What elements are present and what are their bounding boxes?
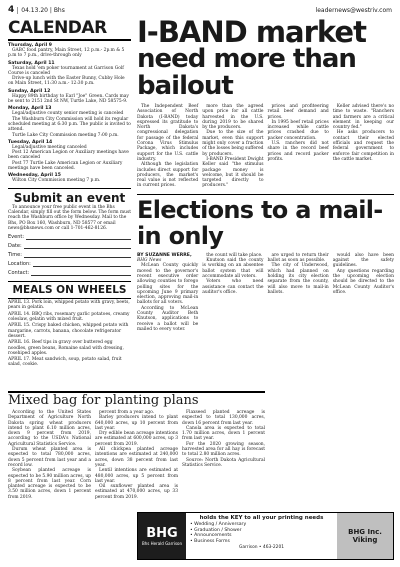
- form-line[interactable]: [33, 261, 131, 267]
- form-label: Event:: [8, 234, 25, 241]
- meal-item: APRIL 15. Crispy baked chicken, whipped potato with margarine, carrots, banana, chocolate refrigerator dessert.: [8, 323, 129, 339]
- paragraph: For the 2020 growing season, harvested area for all hay is forecast to total 2.80 million acres.: [182, 441, 265, 458]
- form-row-event[interactable]: [8, 234, 131, 240]
- calendar-list: [8, 43, 131, 184]
- article-column: [268, 253, 329, 332]
- form-label: Contact:: [8, 270, 30, 277]
- calendar-day: Monday, April 13: [8, 106, 52, 112]
- article-column: [202, 104, 263, 189]
- form-row-location[interactable]: [8, 261, 131, 267]
- paragraph: prices and profiteering retail beef demand and prices.: [267, 104, 329, 120]
- paragraph: I-BAND President Dwight Keller said "the stimulus package money is welcome, but it should be targeted directly to producers.": [202, 156, 264, 189]
- calendar-event: The Washburn City Commission will hold its regular scheduled meeting at 6:30 p.m. The public is invited to attend.: [8, 116, 131, 133]
- article-column: [95, 410, 178, 500]
- form-row-contact[interactable]: [8, 270, 131, 276]
- byline-outlet: BHG News: [137, 258, 162, 264]
- ad-service-item: • Wedding / Anniversary: [190, 522, 247, 527]
- paragraph: McLean County quickly moved to the governor's recent executive order allowing counties to forego polling sites for the upcoming June 9 primary election, approving mail-in ballots for all voters.: [137, 263, 199, 306]
- submit-event-box: [8, 188, 131, 276]
- calendar-title: CALENDAR: [8, 18, 131, 41]
- form-label: Time:: [8, 252, 22, 259]
- article-column: [182, 410, 265, 500]
- calendar-day: Saturday, April 11: [8, 60, 55, 66]
- mixed-bag-columns: [8, 410, 265, 500]
- calendar-day: Thursday, April 9: [8, 43, 52, 48]
- meal-item: APRIL 17. Meat sandwich, soup, potato salad, fruit salad, cookie.: [8, 357, 122, 368]
- paragraph: Dry edible bean acreage intentions are estimated at 600,000 acres, up 3 percent from 2019.: [95, 431, 178, 447]
- page-number: 4: [8, 5, 15, 15]
- ad-service-item: • Business Forms: [190, 538, 230, 544]
- calendar-event: Post 77 Turtle Lake American Legion or Auxiliary meetings have been canceled.: [8, 160, 123, 172]
- form-row-time[interactable]: [8, 252, 131, 258]
- calendar-event: Legal/adjustive county senior meeting is canceled: [12, 111, 124, 117]
- form-line[interactable]: [31, 270, 131, 276]
- paragraph: Keller advised there's no time to waste. "Ranchers and farmers are a critical element in keeping our country fed.": [332, 104, 394, 131]
- paragraph: are urged to return their ballot as soon as possible.: [267, 252, 329, 264]
- mixed-bag-article: [8, 385, 265, 500]
- paragraph: The city of Underwood, which had planned on holding its city election separate from the county, will also move to mail-in ballots.: [267, 263, 329, 295]
- article-column: [333, 104, 394, 189]
- lead-subheadline: need more than bailout: [137, 44, 356, 101]
- paragraph: Flaxseed planted acreage is expected to total 130,000 acres, down 16 percent from last year.: [182, 410, 265, 426]
- paragraph: the count will take place.: [206, 252, 263, 258]
- logo-subtext: Bhs Herald Garrison: [141, 541, 183, 546]
- article-column: [8, 410, 91, 500]
- logo-text: BHG: [146, 526, 178, 541]
- paragraph: percent from a year ago.: [99, 410, 155, 415]
- site-url[interactable]: leadernews@westriv.com: [315, 6, 392, 14]
- paragraph: would also have been against the safety guidelines.: [332, 252, 394, 269]
- ad-services-list: [190, 522, 333, 544]
- calendar-event: GABC food pantry, Main Street, 12 p.m.- 2p.m & 5 p.m to 7 p.m., drive-through only: [8, 48, 125, 59]
- ad-address: Garrison • 463-2201: [238, 545, 285, 551]
- article-column: [333, 253, 394, 332]
- ad-body: [186, 513, 337, 559]
- meals-title: MEALS ON WHEELS: [8, 281, 131, 299]
- calendar-event: Texas hold 'em poker tournament at Garrison Golf Course is canceled: [8, 65, 124, 76]
- paragraph: more than the agreed upon price for all cattle harvested in the U.S. during 2019 to be shared by the producers.: [202, 104, 264, 131]
- calendar-event: Drive-up lunch with the Easter Bunny, Cubby Hole on Main Street, 11:30 a.m.- 12:30 p.m.: [8, 76, 125, 87]
- calendar-event: Post 12 American Legion or Auxiliary meetings have been canceled: [8, 150, 129, 161]
- election-article-columns: [137, 253, 394, 332]
- left-column: [8, 18, 131, 368]
- paragraph: He asks producers to contact their elected officials and request the federal government to enforce fair competition in the cattle market.: [332, 130, 394, 162]
- form-line[interactable]: [24, 252, 131, 258]
- lead-headline: I-BAND market: [137, 15, 366, 49]
- form-label: Location:: [8, 261, 31, 268]
- issue-date: 04.13.20 | Bhs: [17, 7, 65, 14]
- submit-event-instructions: To announce your free public event in the Bhs Calendar, simply fill out the form below. The form must reach the Washburn office by Wednesday. Mail to the Bhs, PO Box 160, Washburn, ND 58577 or email news@bhsnews.com or call 1-701-462-8126.: [8, 204, 131, 231]
- paragraph: All chickpea planted acreage intentions are estimated at 240,000 acres, down 38 percent from last year.: [95, 447, 178, 468]
- meal-item: APRIL 13. Pork loin, whipped potato with gravy, beets, pears in gelatin.: [8, 300, 130, 311]
- calendar-day: Tuesday, April 14: [8, 139, 53, 145]
- paragraph: In 1995 beef retail prices increased while cattle prices crashed due to packer concentration.: [267, 119, 329, 141]
- paragraph: U.S. ranchers did not share in the record beef prices and record packer profits.: [267, 141, 329, 162]
- paragraph: Voters who need assistance can contact the auditor's office.: [202, 279, 264, 295]
- mixed-bag-headline: Mixed bag for planting plans: [8, 391, 265, 408]
- paragraph: Soybean planted acreage is expected to be 5.90 million acres, up 8 percent from last year. Corn planted acreage is expected to be 3.50 million acres, down 1 percent from 2019.: [8, 468, 91, 500]
- form-line[interactable]: [24, 243, 131, 249]
- article-column: [137, 253, 198, 332]
- paragraph: According to McLean County Auditor Beth Knutson, applications to receive a ballot will be mailed to every voter.: [137, 305, 199, 332]
- form-line[interactable]: [26, 234, 131, 240]
- meal-item: APRIL 16. Beef tips in gravy over buttered egg noodles, green beans, Romaine salad with dressing, rosehiped apples.: [8, 340, 124, 356]
- paragraph: Any questions regarding the upcoming election should be directed to the McLean County Auditor's office.: [332, 268, 394, 295]
- section-divider: [137, 194, 394, 195]
- ad-headline: holds the KEY to all your printing needs: [199, 515, 324, 521]
- paragraph: Source: North Dakota Agricultural Statistics Service.: [182, 457, 265, 468]
- right-column: [137, 15, 394, 332]
- calendar-event: Happy 89th birthday to Earl "Joe" Green. Cards may be sent to 2151 2nd St NW, Turtle Lake, ND 58575-9.: [8, 93, 129, 105]
- lead-article-columns: [137, 104, 394, 189]
- submit-event-title: Submit an event: [13, 190, 126, 205]
- form-label: Date:: [8, 243, 22, 250]
- meals-list: [8, 300, 131, 368]
- calendar-day: Wednesday, April 15: [8, 173, 61, 179]
- article-column: [137, 104, 198, 189]
- paragraph: Oil sunflower planted area is estimated at 470,000 acres, up 33 percent from 2019.: [95, 484, 178, 500]
- paragraph: Barley producers intend to plant 640,000 acres, up 10 percent from last year.: [95, 415, 178, 431]
- calendar-day: Sunday, April 12: [8, 88, 51, 94]
- paragraph: Durum wheat planted area is expected to total 780,000 acres, down 5 percent from last year and a record low.: [8, 447, 91, 468]
- calendar-event: Wilton City Commission meeting 7 p.m.: [12, 178, 101, 184]
- ad-brand-panel: BHG Inc. Viking: [337, 513, 393, 559]
- form-row-date[interactable]: [8, 243, 131, 249]
- meal-item: APRIL 14. BBQ ribs, rosemary garlic potatoes, creamy coleslaw, gelatin with mixed fruit.: [8, 311, 130, 323]
- calendar-event: Legal/adjustive meeting canceled: [12, 144, 87, 150]
- election-headline: Elections to a mail-in only: [137, 195, 383, 250]
- calendar-event: Turtle Lake City Commission meeting 7:00 p.m.: [12, 132, 119, 138]
- byline: BY SUZANNE WERRE,: [137, 252, 192, 258]
- paragraph: The Independent Beef Association of North Dakota (I-BAND) today expressed its gratitude to North Dakota's congressional delegation for passage of the federal Corona Virus Stimulus Package, which includes support for the U.S. cattle industry.: [137, 104, 199, 162]
- printing-advertisement[interactable]: [137, 512, 394, 560]
- paragraph: Canola area is expected to total 1.70 million acres, down 1 percent from last year.: [182, 425, 265, 442]
- ad-service-item: • Announcements: [190, 533, 232, 539]
- ad-service-item: • Graduation / Shower: [190, 527, 242, 533]
- article-column: [202, 253, 263, 332]
- article-column: [268, 104, 329, 189]
- paragraph: Although the legislation includes direct support for producers, the market's real value is not reflected in current prices.: [137, 162, 199, 189]
- paragraph: According to the United States Department of Agriculture North Dakota spring wheat producers intend to plant 6.10 million acres, down 9 percent from 2019, according to the USDA's National Agricultural Statistics Service.: [8, 410, 91, 447]
- paragraph: Knutson said the county is working on an absentee ballot system that will accommodate all voters.: [202, 258, 264, 279]
- paragraph: Due to the size of the market, even this support might only cover a fraction of the losses being suffered by producers.: [202, 130, 264, 157]
- paragraph: Lentil intentions are estimated at 480,000 acres, up 5 percent from last year.: [95, 468, 178, 484]
- bhg-logo: [138, 513, 186, 559]
